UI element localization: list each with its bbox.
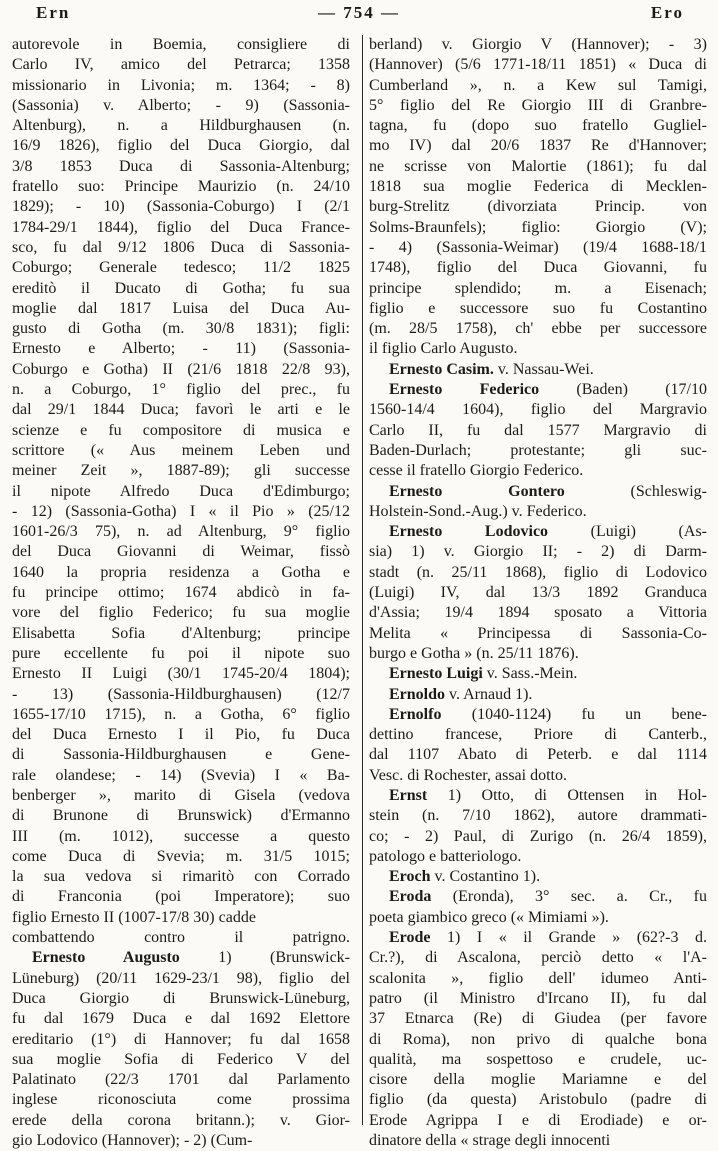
text-line: Lüneburg) (20/11 1629-23/1 98), figlio del [12,969,350,987]
entry-headword: Ernoldo [389,685,446,703]
text-line: moglie dal 1817 Luisa del Duca Au- [12,299,350,317]
text-line: fratello suo: Principe Maurizio (n. 24/10 [12,178,350,196]
text-line: Ernst 1) Otto, di Ottensen in Hol- [389,786,707,804]
text-line: mo IV) dal 20/6 1837 Re d'Hannover; [369,137,707,155]
text-line: stein (n. 7/10 1862), autore drammati- [369,807,707,825]
text-line: Elisabetta Sofia d'Altenburg; principe [12,624,350,642]
text-line: scienze e fu compositore di musica e [12,421,350,439]
text-line: del Duca Giovanni di Weimar, fissò [12,543,350,561]
text-line: Baden-Durlach; protestante; gli suc- [369,441,707,459]
entry-headword: Eroda [389,888,432,906]
text-line: (Hannover) (5/6 1771-18/11 1851) « Duca di [369,56,707,74]
text-line: 5° figlio del Re Giorgio III di Granbre- [369,96,707,114]
entry-headword: Ernesto Augusto [32,949,180,967]
text-line: cesse il fratello Giorgio Federico. [369,462,584,480]
text-line: Solms-Braunfels); figlio: Giorgio (V); [369,218,707,236]
text-line: 1640 la propria residenza a Gotha e [12,563,350,581]
text-line: Altenburg), n. a Hildburghausen (n. [12,117,350,135]
text-line: 1560-14/4 1604), figlio del Margravio [369,401,707,419]
header-right-word: Ero [650,3,684,22]
text-line: Palatinato (22/3 1701 dal Parlamento [12,1071,350,1089]
text-line: dal 1107 Abato di Peterb. e dal 1114 [369,746,707,764]
text-line: autorevole in Boemia, consigliere di [12,36,350,53]
text-line: figlio Ernesto II (1007-17/8 30) cadde [12,908,256,926]
text-line: la sua vedova si rimaritò con Corrado [12,868,350,886]
text-line: Melita « Principessa di Sassonia-Co- [369,624,707,642]
text-line: come Duca di Svevia; m. 31/5 1015; [12,847,350,865]
text-line: poeta giambico greco (« Mimiami »). [369,908,609,926]
entry-headword: Ernesto Lodovico [389,523,549,541]
text-line: il nipote Alfredo Duca d'Edimburgo; [12,482,350,500]
text-line: stadt (n. 25/11 1868), figlio di Lodovico [369,563,707,581]
text-line: Ernesto Casim. v. Nassau-Wei. [389,360,594,378]
text-line: Ernesto Federico (Baden) (17/10 [389,381,707,399]
text-line: Ernesto e Alberto; - 11) (Sassonia- [12,340,350,358]
text-line: di Franconia (poi Imperatore); suo [12,888,350,906]
text-line: ereditò il Ducato di Gotha; fu sua [12,279,350,297]
text-line: figlio e successore suo fu Costantino [369,299,707,317]
text-line: Coburgo e Gotha) II (21/6 1818 22/8 93), [12,360,350,378]
text-line: Ernesto Augusto 1) (Brunswick- [32,949,350,967]
text-line: patro (il Ministro d'Ircano II), fu dal [369,989,707,1007]
page-number: — 754 — [318,3,400,22]
text-line: - 4) (Sassonia-Weimar) (19/4 1688-18/1 [369,238,707,256]
text-line: (Sassonia) v. Alberto; - 9) (Sassonia- [12,96,350,114]
text-line: (Luigi) IV, dal 13/3 1892 Granduca [369,584,707,602]
text-line: Carlo IV, amico del Petrarca; 1358 [12,56,350,74]
text-line: 1829); - 10) (Sassonia-Coburgo) I (2/1 [12,198,350,216]
text-line: gusto di Gotha (m. 30/8 1831); figli: [12,320,350,338]
header-left-word: Ern [36,3,71,22]
text-line: pure eccellente fu poi il nipote suo [12,644,350,662]
text-line: patologo e batteriologo. [369,847,522,865]
text-line: n. a Coburgo, 1° figlio del prec., fu [12,381,350,399]
text-line: Eroda (Eronda), 3° sec. a. Cr., fu [389,888,707,906]
text-line: dal 29/1 1844 Duca; favorì le arti e le [12,401,350,419]
text-line: del Duca Ernesto I il Pio, fu Duca [12,726,350,744]
text-line: 1601-26/3 75), n. ad Altenburg, 9° figlio [12,523,350,541]
text-line: (m. 28/5 1758), ch' ebbe per successore [369,320,707,338]
text-line: cisore della moglie Mariamne e del [369,1071,707,1089]
text-line: Carlo II, fu dal 1577 Margravio di [369,421,707,439]
text-line: Eroch v. Costantino 1). [389,868,541,886]
text-line: Ernesto II Luigi (30/1 1745-20/4 1804); [12,665,350,683]
text-line: 37 Etnarca (Re) di Giudea (per favore [369,1010,707,1028]
text-line: fu principe ottimo; 1674 abdicò in fa- [12,584,350,602]
text-line: Coburgo; Generale tedesco; 11/2 1825 [12,259,350,277]
text-line: Erode Agrippa I e di Erodiade) e or- [369,1111,707,1129]
text-line: figlio (da questa) Aristobulo (padre di [369,1091,707,1109]
text-line: ne scrisse von Malortie (1861); fu dal [369,157,707,175]
text-line: - 13) (Sassonia-Hildburghausen) (12/7 [12,685,350,703]
text-line: inglese riconosciuta come prossima [12,1091,350,1109]
text-line: Ernoldo v. Arnaud 1). [389,685,533,703]
column-divider [362,35,363,1125]
text-line: berland) v. Giorgio V (Hannover); - 3) [369,36,707,53]
text-line: Vesc. di Rochester, assai dotto. [369,766,567,784]
text-line: 1655-17/10 1715), n. a Gotha, 6° figlio [12,705,350,723]
text-line: combattendo contro il patrigno. [12,929,350,947]
text-line: sia) 1) v. Giorgio II; - 2) di Darm- [369,543,707,561]
entry-headword: Ernesto Gontero [389,482,565,500]
text-line: benberger », marito di Gisela (vedova [12,786,350,804]
text-line: 1818 sua moglie Federica di Mecklen- [369,178,707,196]
text-line: Ernolfo (1040-1124) fu un bene- [389,705,707,723]
text-line: di Roma), non privo di qualche bona [369,1030,707,1048]
text-line: meiner Zeit », 1887-89); gli successe [12,462,350,480]
text-line: dettino francese, Priore di Canterb., [369,726,707,744]
entry-headword: Ernst [389,786,428,804]
text-line: Ernesto Luigi v. Sass.-Mein. [389,665,578,683]
text-line: 3/8 1853 Duca di Sassonia-Altenburg; [12,157,350,175]
entry-headword: Erode [389,929,431,947]
text-line: 1748), figlio del Duca Giovanni, fu [369,259,707,277]
text-line: qualità, ma sospettoso e crudele, uc- [369,1050,707,1068]
text-line: fu dal 1679 Duca e dal 1692 Elettore [12,1010,350,1028]
text-line: di Sassonia-Hildburghausen e Gene- [12,746,350,764]
text-line: dinatore della « strage degli innocenti [369,1132,611,1150]
text-line: Erode 1) I « il Grande » (62?-3 d. [389,929,707,947]
text-line: il figlio Carlo Augusto. [369,340,518,358]
text-line: Cr.?), di Ascalona, perciò detto « l'A- [369,949,707,967]
text-line: gio Lodovico (Hannover); - 2) (Cum- [12,1132,253,1150]
text-line: principe splendido; m. a Eisenach; [369,279,707,297]
entry-headword: Ernesto Casim. [389,360,494,378]
entry-headword: Ernesto Luigi [389,665,483,683]
text-line: Cumberland », n. a Kew sul Tamigi, [369,76,707,94]
text-line: Ernesto Gontero (Schleswig- [389,482,707,500]
page-header [0,0,718,30]
entry-headword: Ernolfo [389,705,442,723]
text-line: sco, fu dal 9/12 1806 Duca di Sassonia- [12,238,350,256]
left-column [12,35,350,1151]
text-line: scalonita », figlio dell' idumeo Anti- [369,969,707,987]
text-line: Holstein-Sond.-Aug.) v. Federico. [369,502,587,520]
text-line: burgo e Gotha » (n. 25/11 1876). [369,644,579,662]
text-line: scrittore (« Aus meinem Leben und [12,441,350,459]
text-line: sua moglie Sofia di Federico V del [12,1050,350,1068]
text-line: tagna, fu (dopo suo fratello Gugliel- [369,117,707,135]
text-line: ereditario (1°) di Hannover; fu dal 1658 [12,1030,350,1048]
text-line: rale olandese; - 14) (Svevia) I « Ba- [12,766,350,784]
text-line: erede della corona britann.); v. Gior- [12,1111,350,1129]
text-line: Duca Giorgio di Brunswick-Lüneburg, [12,989,350,1007]
text-line: missionario in Livonia; m. 1364; - 8) [12,76,350,94]
entry-headword: Eroch [389,868,431,886]
right-column [369,35,707,1151]
text-line: - 12) (Sassonia-Gotha) I « il Pio » (25/12 [12,502,350,520]
text-line: di Brunone di Brunswick) d'Ermanno [12,807,350,825]
text-line: 16/9 1826), figlio del Duca Giorgio, dal [12,137,350,155]
text-line: burg-Strelitz (divorziata Princip. von [369,198,707,216]
text-line: d'Assia; 19/4 1894 sposato a Vittoria [369,604,707,622]
text-line: Ernesto Lodovico (Luigi) (As- [389,523,707,541]
entry-headword: Ernesto Federico [389,381,540,399]
text-line: vore del figlio Federico; fu sua moglie [12,604,350,622]
text-line: 1784-29/1 1844), figlio del Duca France- [12,218,350,236]
text-line: co; - 2) Paul, di Zurigo (n. 26/4 1859), [369,827,707,845]
text-line: III (m. 1012), successe a questo [12,827,350,845]
